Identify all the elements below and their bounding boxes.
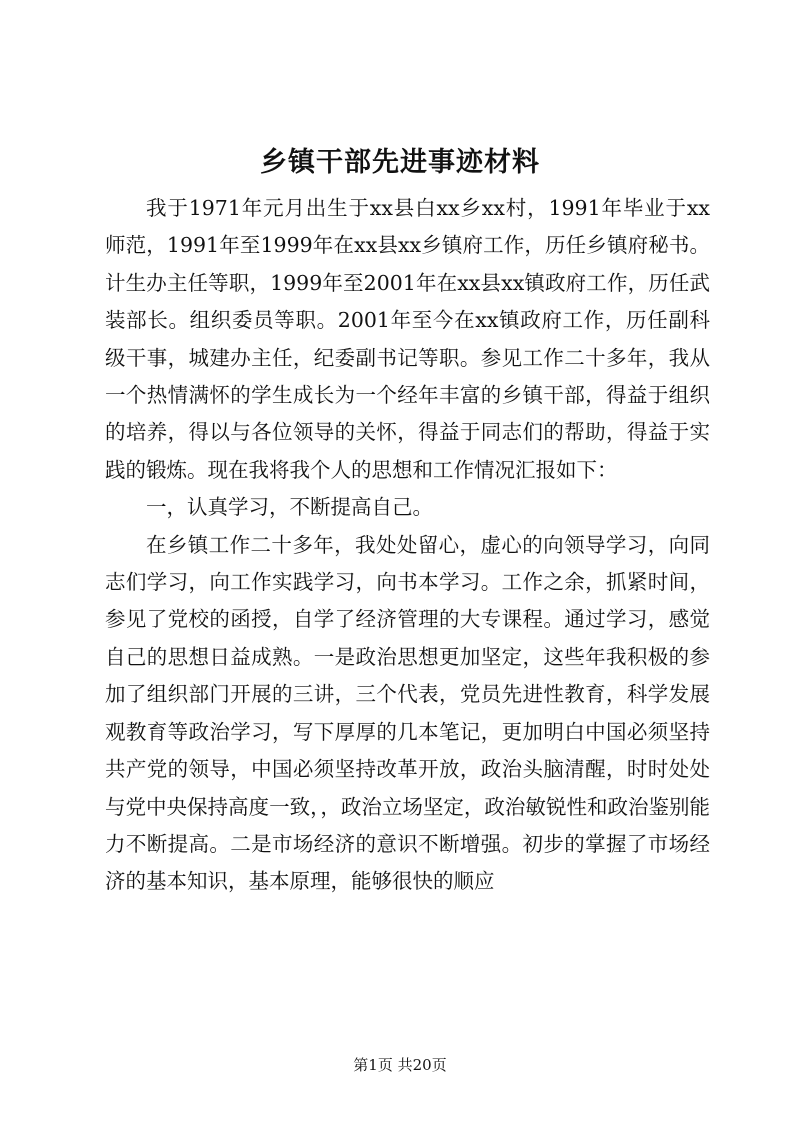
- paragraph-study: 在乡镇工作二十多年，我处处留心，虚心的向领导学习，向同志们学习，向工作实践学习，向书本学习。工作之余，抓紧时间，参见了党校的函授，自学了经济管理的大专课程。通过学习，感觉自己的思想日益成熟。一是政治思想更加坚定，这些年我积极的参加了组织部门开展的三讲，三个代表，党员先进性教育，科学发展观教育等政治学习，写下厚厚的几本笔记，更加明白中国必须坚持共产党的领导，中国必须坚持改革开放，政治头脑清醒，时时处处与党中央保持高度一致，，政治立场坚定，政治敏锐性和政治鉴别能力不断提高。二是市场经济的意识不断增强。初步的掌握了市场经济的基本知识，基本原理，能够很快的顺应: [105, 532, 710, 894]
- paragraph-heading-study: 一，认真学习，不断提高自己。: [146, 495, 433, 520]
- document-body: [105, 190, 710, 901]
- paragraph-intro: 我于1971年元月出生于xx县白xx乡xx村，1991年毕业于xx师范，1991年至1999年在xx县xx乡镇府工作，历任乡镇府秘书。计生办主任等职，1999年至2001年在xx县xx镇政府工作，历任武装部长。组织委员等职。2001年至今在xx镇政府工作，历任副科级干事，城建办主任，纪委副书记等职。参见工作二十多年，我从一个热情满怀的学生成长为一个经年丰富的乡镇干部，得益于组织的培养，得以与各位领导的关怀，得益于同志们的帮助，得益于实践的锻炼。现在我将我个人的思想和工作情况汇报如下：: [105, 196, 710, 482]
- document-title: 乡镇干部先进事迹材料: [260, 147, 540, 178]
- page-footer: 第1页 共20页: [353, 1056, 447, 1074]
